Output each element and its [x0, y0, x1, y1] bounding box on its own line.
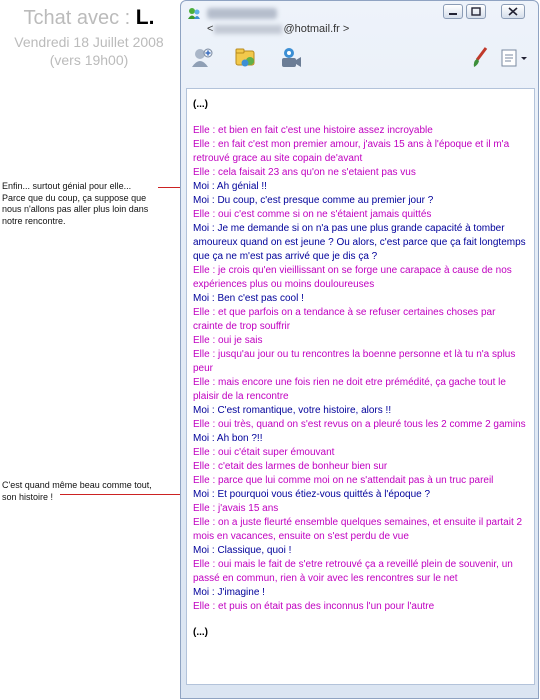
annotation-second — [2, 480, 152, 503]
messenger-window — [180, 0, 539, 699]
invite-contact-icon[interactable] — [189, 45, 215, 71]
annotation-first — [2, 181, 148, 227]
minimize-icon — [444, 5, 462, 18]
message-elle: Elle : c'etait des larmes de bonheur bien sur — [193, 461, 388, 472]
annotation-second-connector — [60, 494, 185, 495]
conversation-opening-ellipsis: (...) — [193, 99, 208, 110]
video-call-icon[interactable] — [277, 45, 303, 71]
contact-email-open: < — [207, 23, 214, 35]
paint-brush-icon[interactable] — [470, 45, 490, 71]
message-elle: Elle : et que parfois on a tendance à se refuser certaines choses par crainte de trop souffrir — [193, 307, 496, 332]
message-moi: Moi : Je me demande si on n'a pas une plus grande capacité à tomber amoureux quand on est jeune ? Ou alors, c'est parce que ça fait longtemps que ça ne m'est pas arrivé que je dis ça ? — [193, 223, 526, 262]
send-files-icon[interactable] — [233, 45, 259, 71]
message-elle: Elle : oui très, quand on s'est revus on a pleuré tous les 2 comme 2 gamins — [193, 419, 526, 430]
contact-email — [207, 23, 349, 35]
chat-date: Vendredi 18 Juillet 2008 — [14, 34, 164, 50]
message-moi: Moi : J'imagine ! — [193, 587, 265, 598]
conversation-history — [193, 98, 528, 640]
conversation-closing-ellipsis: (...) — [193, 627, 208, 638]
message-elle: Elle : je crois qu'en vieillissant on se forge une carapace à cause de nos expériences plus ou moins douloureuses — [193, 265, 512, 290]
message-moi: Moi : Ah bon ?!! — [193, 433, 263, 444]
annotation-first-line: nous n'allons pas aller plus loin dans — [2, 204, 149, 215]
annotation-first-line: Parce que du coup, ça suppose que — [2, 192, 147, 203]
message-moi: Moi : Classique, quoi ! — [193, 545, 292, 556]
message-elle: Elle : parce que lui comme moi on ne s'attendait pas à un truc pareil — [193, 475, 494, 486]
message-moi: Moi : Et pourquoi vous étiez-vous quittés à l'époque ? — [193, 489, 431, 500]
chat-title-prefix: Tchat avec : — [23, 7, 131, 29]
maximize-icon — [467, 5, 485, 18]
message-moi: Moi : Ben c'est pas cool ! — [193, 293, 304, 304]
chat-time-note: (vers 19h00) — [49, 52, 129, 68]
annotation-first-line: notre rencontre. — [2, 215, 66, 226]
contact-email-domain: @hotmail.fr > — [283, 23, 350, 35]
contact-email-redacted — [214, 25, 282, 34]
chat-date-block — [0, 33, 178, 69]
annotation-second-line: C'est quand même beau comme tout, — [2, 480, 152, 490]
toolbar — [181, 39, 538, 83]
message-elle: Elle : j'avais 15 ans — [193, 503, 279, 514]
message-elle: Elle : oui c'était super émouvant — [193, 447, 335, 458]
message-elle: Elle : et puis on était pas des inconnus l'un pour l'autre — [193, 601, 435, 612]
message-elle: Elle : on a juste fleurté ensemble quelques semaines, et ensuite il partait 2 mois en vacances, ensuite on s'est perdu de vue — [193, 517, 523, 542]
conversation-pane[interactable] — [186, 88, 535, 685]
annotation-second-line: son histoire ! — [2, 491, 54, 502]
contact-name-redacted — [207, 8, 277, 19]
message-moi: Moi : C'est romantique, votre histoire, alors !! — [193, 405, 392, 416]
message-elle: Elle : et bien en fait c'est une histoire assez incroyable — [193, 125, 433, 136]
msn-status-icon — [187, 7, 201, 21]
message-elle: Elle : oui mais le fait de s'etre retrouvé ça a reveillé plein de souvenir, un passé en commun, rien à voir avec les rencontres sur le net — [193, 559, 513, 584]
message-elle: Elle : mais encore une fois rien ne doit etre prémédité, ça gache tout le plaisir de la rencontre — [193, 377, 506, 402]
chat-title — [0, 6, 178, 30]
message-elle: Elle : oui c'est comme si on ne s'étaient jamais quittés — [193, 209, 432, 220]
message-moi: Moi : Du coup, c'est presque comme au premier jour ? — [193, 195, 434, 206]
message-list — [193, 124, 528, 614]
minimize-button[interactable] — [443, 4, 463, 19]
title-bar[interactable] — [181, 1, 538, 39]
chat-title-name: L. — [135, 6, 155, 29]
message-elle: Elle : oui je sais — [193, 335, 263, 346]
activities-icon[interactable] — [499, 45, 529, 71]
message-elle: Elle : cela faisait 23 ans qu'on ne s'etaient pas vus — [193, 167, 416, 178]
annotation-first-line: Enfin... surtout génial pour elle... — [2, 181, 132, 191]
close-button[interactable] — [501, 4, 525, 19]
maximize-button[interactable] — [466, 4, 486, 19]
message-elle: Elle : jusqu'au jour ou tu rencontres la boenne personne et là tu n'a splus peur — [193, 349, 516, 374]
message-moi: Moi : Ah génial !! — [193, 181, 267, 192]
close-icon — [502, 5, 524, 18]
message-elle: Elle : en fait c'est mon premier amour, j'avais 15 ans à l'époque et il m'a retrouvé grace au site copain de'avant — [193, 139, 510, 164]
